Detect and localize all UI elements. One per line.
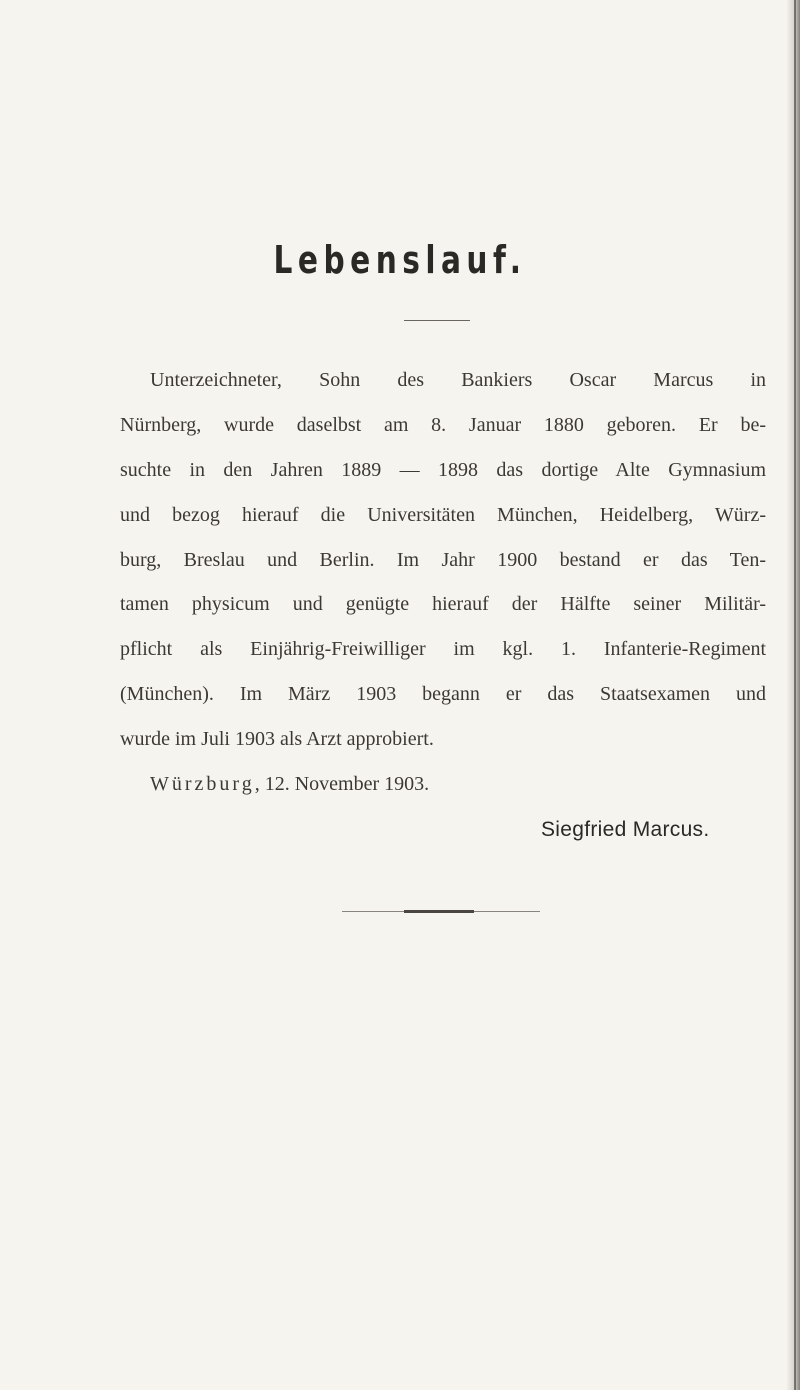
paragraph-line: pflicht als Einjährig-Freiwilliger im kgl. 1. Infanterie-Regiment [120, 638, 766, 661]
closing-rule-right [474, 911, 540, 912]
place-name: Würzburg [150, 773, 255, 796]
paragraph-line: suchte in den Jahren 1889 — 1898 das dortige Alte Gymnasium [120, 458, 766, 481]
paragraph-line: (München). Im März 1903 begann er das Staatsexamen und [120, 683, 766, 706]
title-divider [404, 320, 470, 321]
paragraph-line: und bezog hierauf die Universitäten München, Heidelberg, Würz- [120, 503, 766, 526]
place-date-line [120, 772, 766, 817]
page-edge-line [794, 0, 796, 1390]
biography-paragraph [120, 368, 766, 817]
closing-rule-left [342, 911, 404, 912]
page-edge-shadow [786, 0, 800, 1390]
paragraph-line: burg, Breslau und Berlin. Im Jahr 1900 bestand er das Ten- [120, 548, 766, 571]
paragraph-line: tamen physicum und genügte hierauf der Hälfte seiner Militär- [120, 593, 766, 616]
date-text: , 12. November 1903. [254, 773, 430, 796]
paragraph-line: wurde im Juli 1903 als Arzt approbiert. [120, 728, 434, 751]
document-title: Lebenslauf. [273, 238, 527, 282]
paragraph-line: Unterzeichneter, Sohn des Bankiers Oscar Marcus in [150, 369, 766, 391]
closing-rule-center [404, 910, 474, 913]
paragraph-line: Nürnberg, wurde daselbst am 8. Januar 1880 geboren. Er be- [120, 413, 766, 436]
signature: Siegfried Marcus. [541, 818, 710, 841]
